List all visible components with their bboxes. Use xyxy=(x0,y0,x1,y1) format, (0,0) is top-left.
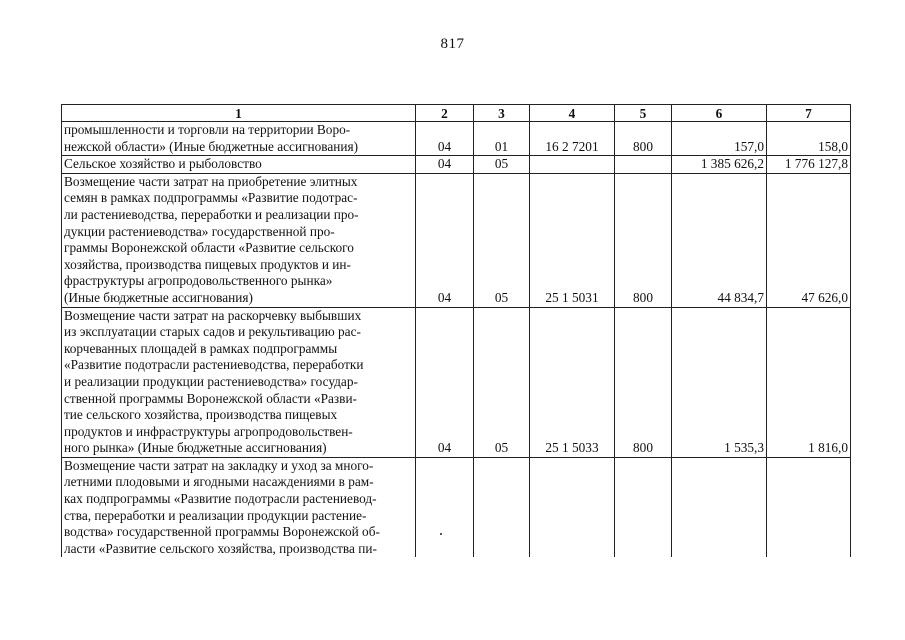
row-description: Возмещение части затрат на приобретение элитных семян в рамках подпрограммы «Развитие подотрас- ли растениеводства, переработки и реализации про- дукции растениеводства» государственной про- граммы Воронежской области «Развитие сельского хозяйства, производства пищевых продуктов и ин- фраструктуры агропродовольственного рынка» (Иные бюджетные ассигнования) xyxy=(62,173,416,307)
row-description: промышленности и торговли на территории Воро- нежской области» (Иные бюджетные ассигнования) xyxy=(62,122,416,156)
row-section-code: 04 xyxy=(416,307,474,457)
row-subsection-code: 05 xyxy=(474,307,530,457)
row-subsection-code xyxy=(474,457,530,557)
row-amount-col6: 1 535,3 xyxy=(672,307,767,457)
row-expense-type: 800 xyxy=(615,173,672,307)
row-section-code xyxy=(416,457,474,557)
row-amount-col7: 47 626,0 xyxy=(767,173,851,307)
row-amount-col6 xyxy=(672,457,767,557)
row-description: Возмещение части затрат на раскорчевку выбывших из эксплуатации старых садов и рекультивацию рас- корчеванных площадей в рамках подпрограммы «Развитие подотрасли растениеводства, переработки и реализации продукции растениеводства» государ- ственной программы Воронежской области «Разви- тие сельского хозяйства, производства пищевых продуктов и инфраструктуры агропродовольствен- ного рынка» (Иные бюджетные ассигнования) xyxy=(62,307,416,457)
row-subsection-code: 05 xyxy=(474,173,530,307)
row-amount-col6: 157,0 xyxy=(672,122,767,156)
row-target-article: 16 2 7201 xyxy=(530,122,615,156)
row-subsection-code: 01 xyxy=(474,122,530,156)
table-header-row xyxy=(62,105,851,122)
row-subsection-code: 05 xyxy=(474,156,530,174)
budget-table xyxy=(61,104,851,557)
row-target-article: 25 1 5031 xyxy=(530,173,615,307)
header-col-5: 5 xyxy=(615,105,672,122)
row-expense-type xyxy=(615,457,672,557)
row-description: Возмещение части затрат на закладку и уход за много- летними плодовыми и ягодными насаждениями в рам- ках подпрограммы «Развитие подотрасли растениевод- ства, переработки и реализации продукции растение- водства» государственной программы Воронежской об- ласти «Развитие сельского хозяйства, производства пи- xyxy=(62,457,416,557)
table-row xyxy=(62,122,851,156)
header-col-6: 6 xyxy=(672,105,767,122)
row-amount-col6: 44 834,7 xyxy=(672,173,767,307)
row-amount-col7: 1 816,0 xyxy=(767,307,851,457)
row-section-code: 04 xyxy=(416,173,474,307)
row-expense-type: 800 xyxy=(615,307,672,457)
page-number: 817 xyxy=(440,36,465,52)
table-row xyxy=(62,307,851,457)
row-amount-col7: 158,0 xyxy=(767,122,851,156)
header-col-2: 2 xyxy=(416,105,474,122)
row-expense-type xyxy=(615,156,672,174)
header-col-1: 1 xyxy=(62,105,416,122)
row-section-code: 04 xyxy=(416,122,474,156)
table-row xyxy=(62,457,851,557)
row-target-article xyxy=(530,457,615,557)
row-description: Сельское хозяйство и рыболовство xyxy=(62,156,416,174)
row-expense-type: 800 xyxy=(615,122,672,156)
table-row xyxy=(62,173,851,307)
row-amount-col7: 1 776 127,8 xyxy=(767,156,851,174)
row-target-article xyxy=(530,156,615,174)
row-section-code: 04 xyxy=(416,156,474,174)
scan-speck xyxy=(440,533,442,535)
row-amount-col7 xyxy=(767,457,851,557)
row-target-article: 25 1 5033 xyxy=(530,307,615,457)
header-col-7: 7 xyxy=(767,105,851,122)
table-row xyxy=(62,156,851,174)
row-amount-col6: 1 385 626,2 xyxy=(672,156,767,174)
header-col-3: 3 xyxy=(474,105,530,122)
header-col-4: 4 xyxy=(530,105,615,122)
